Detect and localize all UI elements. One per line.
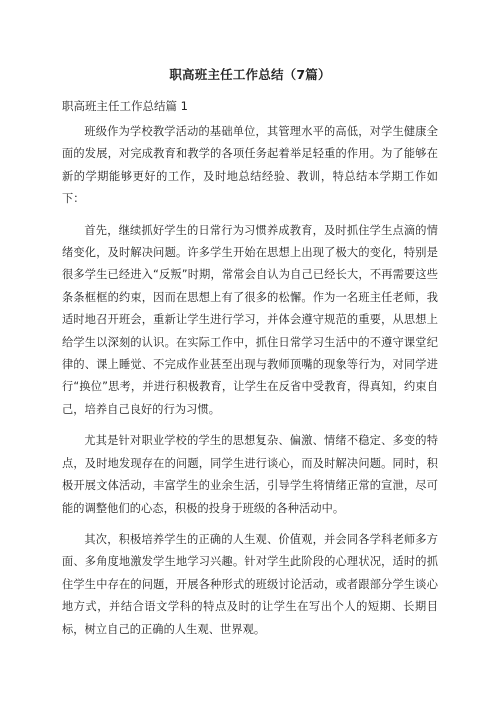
paragraph-first-point: 首先，继续抓好学生的日常行为习惯养成教育，及时抓住学生点滴的情绪变化，及时解决问题。许多学生开始在思想上出现了极大的变化，特别是很多学生已经进入“反叛”时期，常常会自认为自己已经长大，不再需要这些条条框框的约束，因而在思想上有了很多的松懈。作为一名班主任老师，我适时地召开班会，重新让学生进行学习，并体会遵守规范的重要，从思想上给学生以深刻的认识。在实际工作中，抓住日常学习生活中的不遵守课堂纪律的、课上睡觉、不完成作业甚至出现与教师顶嘴的现象等行为，对同学进行“换位”思考，并进行积极教育，让学生在反省中受教育，得真知，约束自己，培养自己良好的行为习惯。 (62, 223, 438, 416)
paragraph-second-point: 其次，积极培养学生的正确的人生观、价值观，并会同各学科老师多方面、多角度地激发学生地学习兴趣。针对学生此阶段的心理状况，适时的抓住学生中存在的问题，开展各种形式的班级讨论活动，或者跟部分学生谈心地方式，并结合语文学科的特点及时的让学生在写出个人的短期、长期目标，树立自己的正确的人生观、世界观。 (62, 532, 438, 636)
section-heading: 职高班主任工作总结篇 1 (62, 99, 188, 113)
document-title: 职高班主任工作总结（7篇） (169, 67, 331, 82)
paragraph-intro: 班级作为学校教学活动的基础单位，其管理水平的高低，对学生健康全面的发展，对完成教育和教学的各项任务起着举足轻重的作用。为了能够在新的学期能够更好的工作，及时地总结经验、教训，特总结本学期工作如下： (62, 125, 438, 206)
paragraph-vocational-students: 尤其是针对职业学校的学生的思想复杂、偏激、情绪不稳定、多变的特点，及时地发现存在的问题，同学生进行谈心，而及时解决问题。同时，积极开展文体活动，丰富学生的业余生活，引导学生将情绪正常的宣泄，尽可能的调整他们的心态，积极的投身于班级的各种活动中。 (62, 434, 438, 515)
